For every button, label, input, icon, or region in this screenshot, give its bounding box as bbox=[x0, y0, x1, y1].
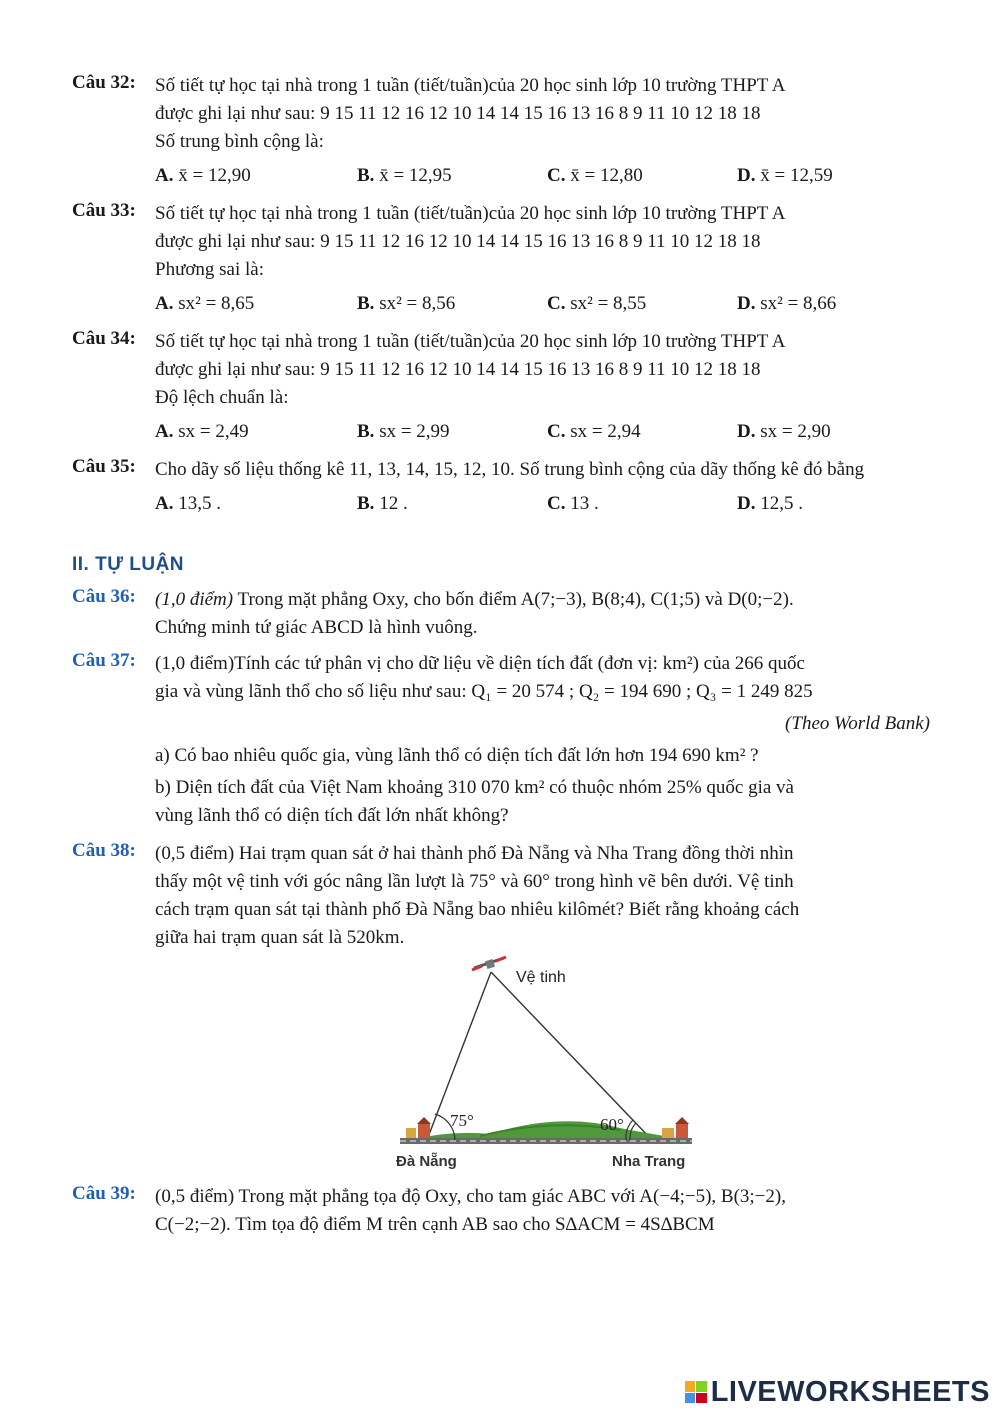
question-text: Số tiết tự học tại nhà trong 1 tuần (tiết/tuần)của 20 học sinh lớp 10 trường THPT A bbox=[155, 331, 786, 352]
question-text: thấy một vệ tinh với góc nâng lần lượt là 75° và 60° trong hình vẽ bên dưới. Vệ tinh bbox=[155, 871, 794, 892]
option-d[interactable]: D. sx = 2,90 bbox=[737, 421, 831, 442]
satellite-diagram bbox=[390, 952, 700, 1174]
option-a[interactable]: A. sx² = 8,65 bbox=[155, 293, 255, 314]
answer-options bbox=[155, 490, 930, 518]
houses-left-icon bbox=[406, 1117, 431, 1138]
question-text: được ghi lại như sau: 9 15 11 12 16 12 10 14 14 15 16 13 16 8 9 11 10 12 18 18 bbox=[155, 103, 761, 124]
source-note: (Theo World Bank) bbox=[785, 713, 930, 734]
question-text: được ghi lại như sau: 9 15 11 12 16 12 10 14 14 15 16 13 16 8 9 11 10 12 18 18 bbox=[155, 231, 761, 252]
question-part-a: a) Có bao nhiêu quốc gia, vùng lãnh thổ có diện tích đất lớn hơn 194 690 km² ? bbox=[155, 745, 759, 766]
option-b[interactable]: B. sx = 2,99 bbox=[357, 421, 450, 442]
liveworksheets-logo bbox=[685, 1377, 990, 1407]
option-c[interactable]: C. 13 . bbox=[547, 493, 599, 514]
question-text: Chứng minh tứ giác ABCD là hình vuông. bbox=[155, 617, 478, 638]
logo-text: LIVEWORKSHEETS bbox=[710, 1375, 990, 1408]
question-number: Câu 38: bbox=[72, 840, 136, 861]
question-part-b-cont: vùng lãnh thổ có diện tích đất lớn nhất không? bbox=[155, 805, 509, 826]
question-number: Câu 34: bbox=[72, 328, 136, 349]
question-number: Câu 35: bbox=[72, 456, 136, 477]
logo-icon bbox=[685, 1381, 707, 1403]
question-number: Câu 33: bbox=[72, 200, 136, 221]
option-c[interactable]: C. x̄ = 12,80 bbox=[547, 165, 643, 186]
question-text: giữa hai trạm quan sát là 520km. bbox=[155, 927, 405, 948]
satellite-figure bbox=[390, 952, 700, 1174]
question-text: Cho dãy số liệu thống kê 11, 13, 14, 15, 12, 10. Số trung bình cộng của dãy thống kê đó bằng bbox=[155, 459, 865, 480]
question-35 bbox=[72, 456, 930, 518]
question-text: Số tiết tự học tại nhà trong 1 tuần (tiết/tuần)của 20 học sinh lớp 10 trường THPT A bbox=[155, 75, 786, 96]
houses-right-icon bbox=[662, 1117, 689, 1138]
option-a[interactable]: A. x̄ = 12,90 bbox=[155, 165, 251, 186]
question-points: (1,0 điểm) bbox=[155, 589, 234, 610]
angle-label-left: 75° bbox=[450, 1111, 474, 1130]
option-b[interactable]: B. sx² = 8,56 bbox=[357, 293, 456, 314]
angle-label-right: 60° bbox=[600, 1115, 624, 1134]
satellite-icon bbox=[472, 957, 506, 970]
satellite-label: Vệ tinh bbox=[516, 969, 566, 986]
answer-options bbox=[155, 418, 930, 446]
question-prompt: Độ lệch chuẩn là: bbox=[155, 387, 289, 408]
question-36 bbox=[72, 586, 930, 642]
question-number: Câu 32: bbox=[72, 72, 136, 93]
question-text: gia và vùng lãnh thổ cho số liệu như sau: Q₁ = 20 574 ; Q₂ = 194 690 ; Q₃ = 1 249 825 bbox=[155, 681, 813, 702]
option-a[interactable]: A. 13,5 . bbox=[155, 493, 221, 514]
question-33 bbox=[72, 200, 930, 318]
option-d[interactable]: D. sx² = 8,66 bbox=[737, 293, 837, 314]
line-nhatrang-satellite bbox=[491, 972, 652, 1140]
option-c[interactable]: C. sx = 2,94 bbox=[547, 421, 641, 442]
question-text: (0,5 điểm) Hai trạm quan sát ở hai thành phố Đà Nẵng và Nha Trang đồng thời nhìn bbox=[155, 843, 794, 864]
question-text: cách trạm quan sát tại thành phố Đà Nẵng bao nhiêu kilômét? Biết rằng khoảng cách bbox=[155, 899, 800, 920]
answer-options bbox=[155, 162, 930, 190]
option-d[interactable]: D. 12,5 . bbox=[737, 493, 803, 514]
question-part-b: b) Diện tích đất của Việt Nam khoảng 310 070 km² có thuộc nhóm 25% quốc gia và bbox=[155, 777, 794, 798]
answer-options bbox=[155, 290, 930, 318]
question-prompt: Số trung bình cộng là: bbox=[155, 131, 324, 152]
question-number: Câu 39: bbox=[72, 1183, 136, 1204]
question-text: Số tiết tự học tại nhà trong 1 tuần (tiết/tuần)của 20 học sinh lớp 10 trường THPT A bbox=[155, 203, 786, 224]
option-b[interactable]: B. x̄ = 12,95 bbox=[357, 165, 452, 186]
question-prompt: Phương sai là: bbox=[155, 259, 265, 280]
question-text: (1,0 điểm)Tính các tứ phân vị cho dữ liệu về diện tích đất (đơn vị: km²) của 266 quốc bbox=[155, 653, 805, 674]
question-text: C(−2;−2). Tìm tọa độ điểm M trên cạnh AB sao cho S∆ACM = 4S∆BCM bbox=[155, 1214, 715, 1235]
option-b[interactable]: B. 12 . bbox=[357, 493, 408, 514]
option-a[interactable]: A. sx = 2,49 bbox=[155, 421, 249, 442]
question-39 bbox=[72, 1183, 930, 1239]
question-number: Câu 36: bbox=[72, 586, 136, 607]
question-text: được ghi lại như sau: 9 15 11 12 16 12 10 14 14 15 16 13 16 8 9 11 10 12 18 18 bbox=[155, 359, 761, 380]
question-38 bbox=[72, 840, 930, 952]
question-text: Trong mặt phẳng Oxy, cho bốn điểm A(7;−3), B(8;4), C(1;5) và D(0;−2). bbox=[237, 589, 794, 610]
option-c[interactable]: C. sx² = 8,55 bbox=[547, 293, 647, 314]
city-label-left: Đà Nẵng bbox=[396, 1153, 457, 1170]
section-title: II. TỰ LUẬN bbox=[72, 554, 185, 575]
question-32 bbox=[72, 72, 930, 190]
city-label-right: Nha Trang bbox=[612, 1153, 686, 1170]
option-d[interactable]: D. x̄ = 12,59 bbox=[737, 165, 833, 186]
question-number: Câu 37: bbox=[72, 650, 136, 671]
question-37 bbox=[72, 650, 930, 830]
question-34 bbox=[72, 328, 930, 446]
question-text: (0,5 điểm) Trong mặt phẳng tọa độ Oxy, cho tam giác ABC với A(−4;−5), B(3;−2), bbox=[155, 1186, 786, 1207]
